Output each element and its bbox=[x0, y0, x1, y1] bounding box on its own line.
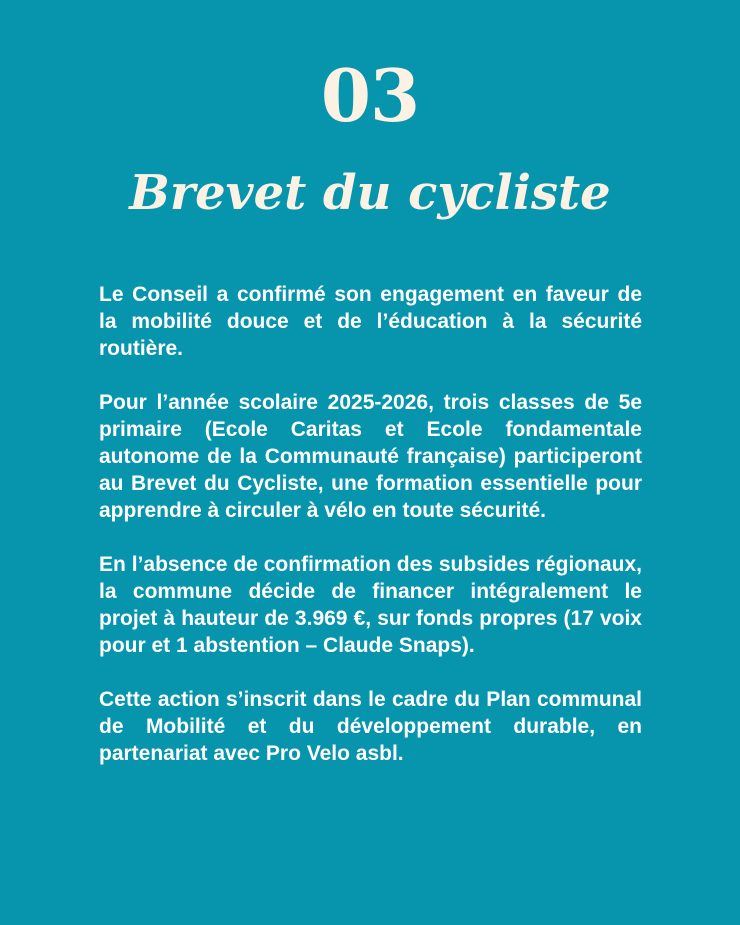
paragraph-mobility-plan: Cette action s’inscrit dans le cadre du Plan communal de Mobilité et du développement durable, en partenariat avec Pro Velo asbl. bbox=[99, 688, 642, 765]
paragraph-commitment: Le Conseil a confirmé son engagement en faveur de la mobilité douce et de l’éducation à la sécurité routière. bbox=[99, 283, 642, 360]
paragraph-school-year: Pour l’année scolaire 2025-2026, trois classes de 5e primaire (Ecole Caritas et Ecole fondamentale autonome de la Communauté française) participeront au Brevet du Cycliste, une formation essentielle pour apprendre à circuler à vélo en toute sécurité. bbox=[99, 391, 642, 522]
section-number: 03 bbox=[320, 53, 420, 138]
section-title: Brevet du cycliste bbox=[129, 165, 611, 221]
paragraph-funding: En l’absence de confirmation des subsides régionaux, la commune décide de financer intégralement le projet à hauteur de 3.969 €, sur fonds propres (17 voix pour et 1 abstention – Claude Snaps). bbox=[99, 553, 642, 657]
body-text bbox=[99, 281, 642, 767]
